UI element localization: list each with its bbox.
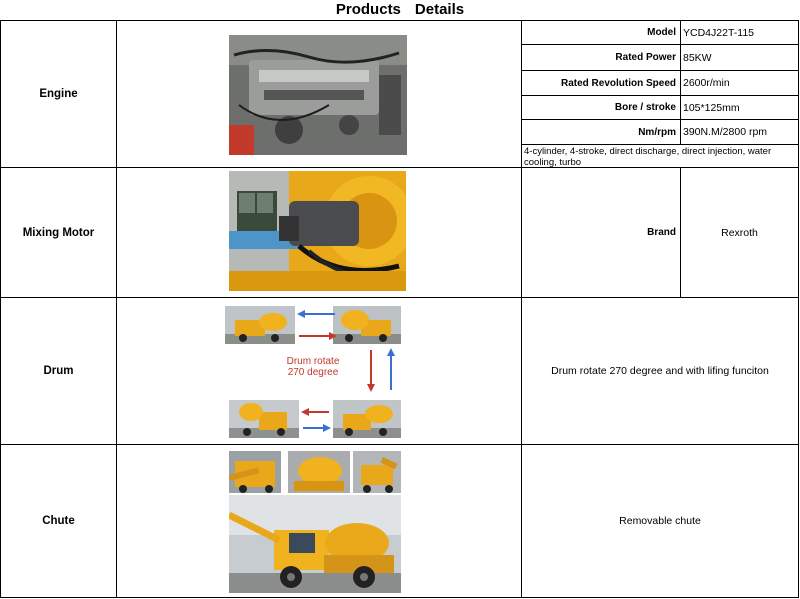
chute-label: Chute xyxy=(1,445,117,597)
drum-caption-line-1: Drum rotate xyxy=(286,356,340,367)
rotation-arrow-icon xyxy=(365,348,377,392)
chute-photo-2 xyxy=(288,451,350,493)
chute-photo-main xyxy=(229,495,401,593)
spec-value-nm-rpm: 390N.M/2800 rpm xyxy=(681,120,798,145)
brand-value: Rexroth xyxy=(681,168,798,298)
mixing-motor-photo-cell xyxy=(117,168,522,298)
chute-photo-cell xyxy=(117,445,522,597)
spec-key-nm-rpm: Nm/rpm xyxy=(522,120,681,145)
rotation-arrow-icon xyxy=(385,348,397,392)
page-title xyxy=(0,0,800,20)
drum-photo-top-right xyxy=(333,306,401,344)
spec-value-bore-stroke: 105*125mm xyxy=(681,96,798,120)
drum-description: Drum rotate 270 degree and with lifing funciton xyxy=(522,298,798,445)
engine-label: Engine xyxy=(1,21,117,168)
drum-photo-top-left xyxy=(225,306,295,344)
rotation-arrow-icon xyxy=(301,422,331,434)
spec-key-rated-power: Rated Power xyxy=(522,45,681,71)
rotation-arrow-icon xyxy=(297,308,337,320)
rotation-arrow-icon xyxy=(297,330,337,342)
title-details: Details xyxy=(414,1,465,18)
drum-photo-bottom-right xyxy=(333,400,401,438)
title-products: Products xyxy=(335,1,401,18)
mixing-motor-label: Mixing Motor xyxy=(1,168,117,298)
spec-key-rated-speed: Rated Revolution Speed xyxy=(522,71,681,96)
chute-photo-1 xyxy=(229,451,281,493)
engine-photo-cell xyxy=(117,21,522,168)
brand-key: Brand xyxy=(522,168,681,298)
engine-description: 4-cylinder, 4-stroke, direct discharge, direct injection, water cooling, turbo xyxy=(522,145,798,168)
spec-value-rated-speed: 2600r/min xyxy=(681,71,798,96)
rotation-arrow-icon xyxy=(301,406,331,418)
spec-key-model: Model xyxy=(522,21,681,45)
chute-description: Removable chute xyxy=(619,515,701,527)
chute-photo-3 xyxy=(353,451,401,493)
engine-photo xyxy=(229,35,407,155)
mixing-motor-photo xyxy=(229,171,406,291)
drum-diagram-cell xyxy=(117,298,522,445)
drum-diagram-caption xyxy=(277,356,349,378)
spec-value-model: YCD4J22T-115 xyxy=(681,21,798,45)
spec-value-rated-power: 85KW xyxy=(681,45,798,71)
spec-key-bore-stroke: Bore / stroke xyxy=(522,96,681,120)
drum-label: Drum xyxy=(1,298,117,445)
drum-photo-bottom-left xyxy=(229,400,299,438)
product-details-table xyxy=(0,20,799,598)
drum-caption-line-2: 270 degree xyxy=(287,367,339,378)
